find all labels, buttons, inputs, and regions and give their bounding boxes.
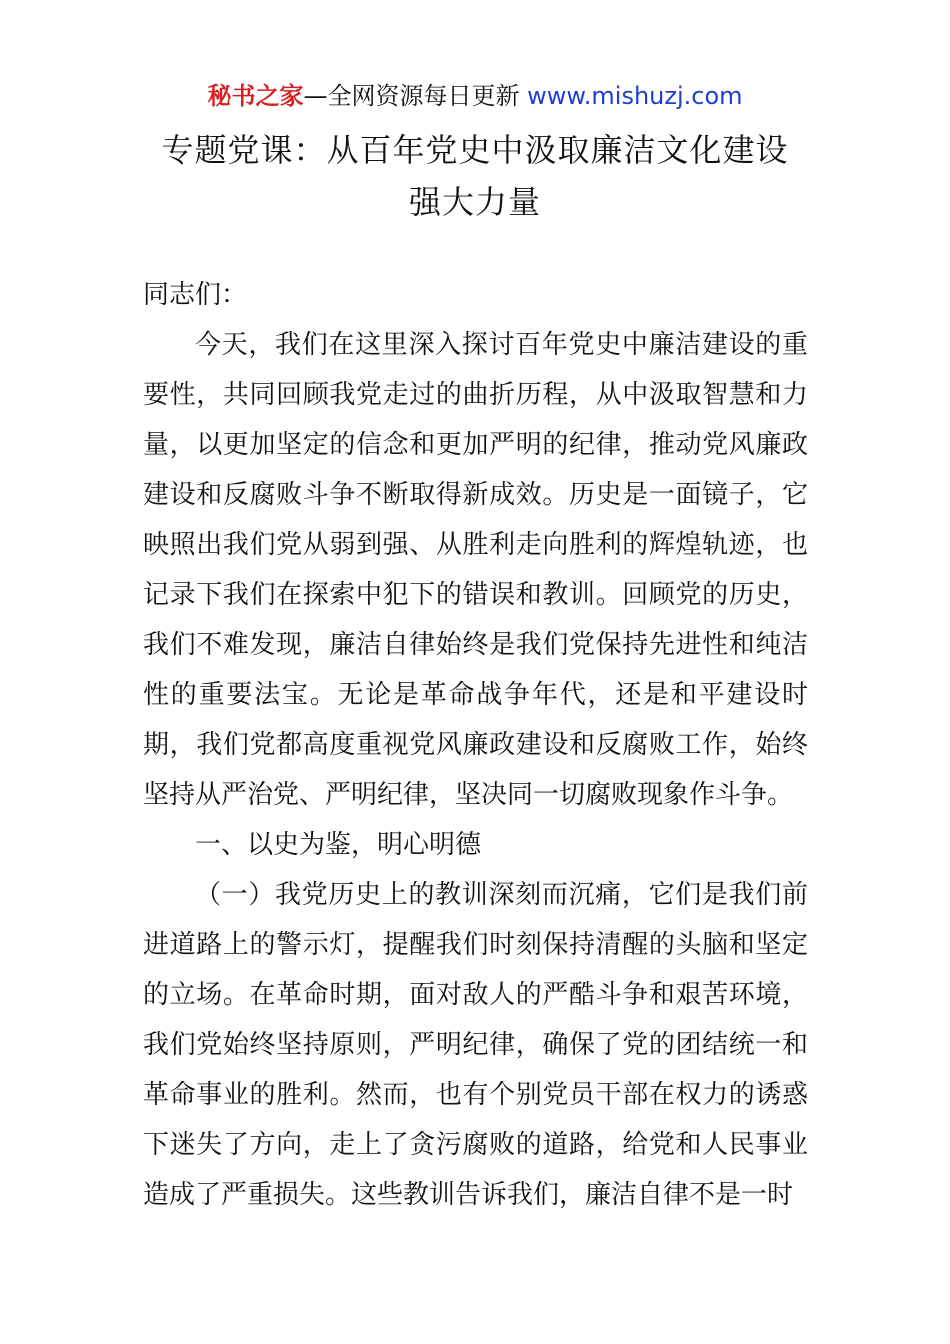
header-tagline: —全网资源每日更新 — [303, 82, 528, 110]
site-header — [0, 80, 950, 112]
document-title: 专题党课：从百年党史中汲取廉洁文化建设强大力量 — [161, 131, 789, 221]
site-url-link[interactable]: www.mishuzj.com — [527, 82, 743, 110]
section-paragraph: （一）我党历史上的教训深刻而沉痛，它们是我们前进道路上的警示灯，提醒我们时刻保持清醒的头脑和坚定的立场。在革命时期，面对敌人的严酷斗争和艰苦环境，我们党始终坚持原则，严明纪律，确保了党的团结统一和革命事业的胜利。然而，也有个别党员干部在权力的诱惑下迷失了方向，走上了贪污腐败的道路，给党和人民事业造成了严重损失。这些教训告诉我们，廉洁自律不是一时 — [143, 880, 808, 1210]
brand-name: 秘书之家 — [207, 82, 304, 110]
body-paragraph: 今天，我们在这里深入探讨百年党史中廉洁建设的重要性，共同回顾我党走过的曲折历程，从中汲取智慧和力量，以更加坚定的信念和更加严明的纪律，推动党风廉政建设和反腐败斗争不断取得新成效。历史是一面镜子，它映照出我们党从弱到强、从胜利走向胜利的辉煌轨迹，也记录下我们在探索中犯下的错误和教训。回顾党的历史，我们不难发现，廉洁自律始终是我们党保持先进性和纯洁性的重要法宝。无论是革命战争年代，还是和平建设时期，我们党都高度重视党风廉政建设和反腐败工作，始终坚持从严治党、严明纪律，坚决同一切腐败现象作斗争。 — [143, 330, 808, 810]
section-heading: 一、以史为鉴，明心明德 — [195, 830, 482, 860]
document-body — [143, 270, 808, 1220]
salutation: 同志们： — [143, 280, 248, 310]
